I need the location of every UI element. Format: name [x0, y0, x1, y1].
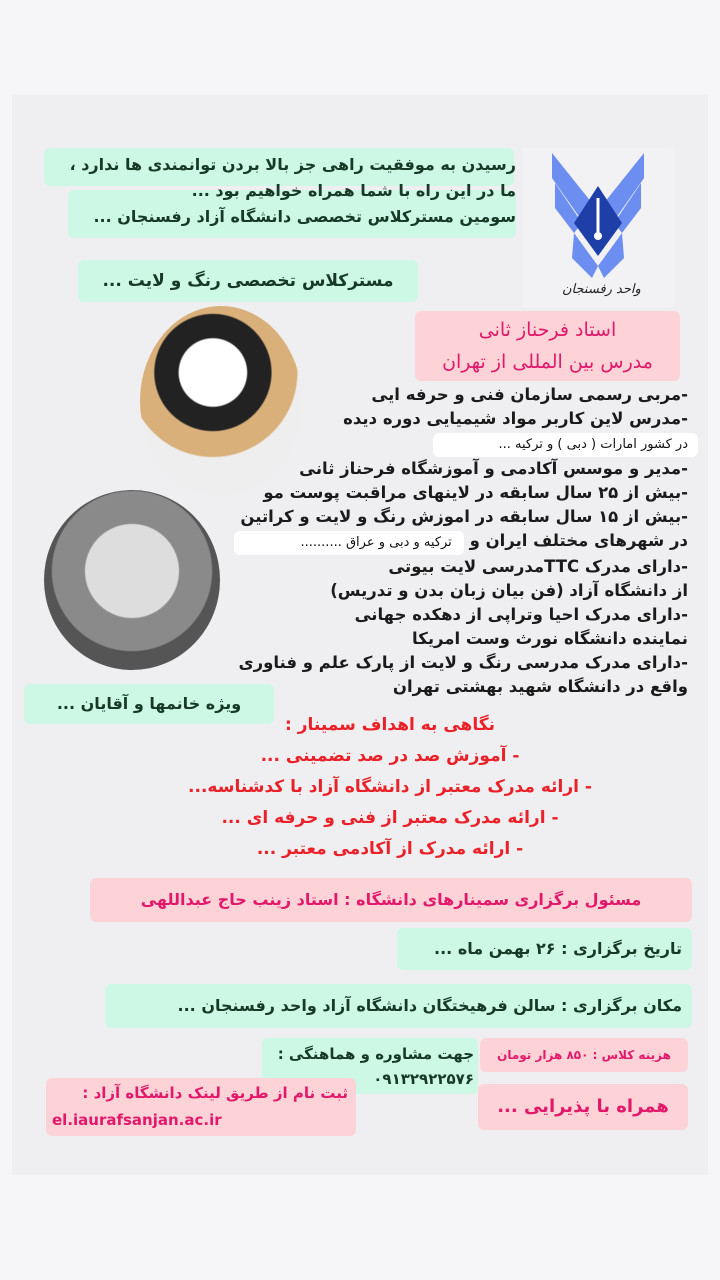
credential-item: -دارای مدرک مدرسی رنگ و لایت از پارک علم و فناوری [238, 653, 688, 672]
venue-box: مکان برگزاری : سالن فرهیختگان دانشگاه آزاد واحد رفسنجان ... [105, 984, 692, 1028]
hair-brushes-photo [44, 490, 220, 670]
goals-section [180, 710, 600, 865]
registration-link[interactable]: el.iaurafsanjan.ac.ir [52, 1111, 222, 1129]
intro-line-2: ما در این راه با شما همراه خواهیم بود ... [191, 181, 516, 200]
credential-item: -دارای مدرک TTCمدرسی لایت بیوتی [388, 557, 688, 576]
fee-box: هزینه کلاس : ۸۵۰ هزار تومان [480, 1038, 688, 1072]
credential-item: -دارای مدرک احیا وتراپی از دهکده جهانی [354, 605, 688, 624]
credential-item: -بیش از ۲۵ سال سابقه در لاینهای مراقبت پوست مو [263, 483, 688, 502]
intro-line-3: سومین مسترکلاس تخصصی دانشگاه آزاد رفسنجان ... [93, 207, 516, 226]
contact-phone[interactable]: ۰۹۱۳۲۹۲۲۵۷۶ [373, 1070, 474, 1088]
masterclass-title: مسترکلاس تخصصی رنگ و لایت ... [78, 260, 418, 302]
contact-label: جهت مشاوره و هماهنگی : [277, 1045, 474, 1063]
instructor-box [415, 311, 680, 381]
credential-item: -مدرس لاین کاربر مواد شیمیایی دوره دیده [343, 409, 688, 428]
goal-item: - ارائه مدرک از آکادمی معتبر ... [256, 839, 524, 859]
credential-item: -مدیر و موسس آکادمی و آموزشگاه فرحناز ثانی [299, 459, 688, 478]
welcome-box: همراه با پذیرایی ... [478, 1084, 688, 1130]
credential-item: در شهرهای مختلف ایران و [469, 531, 688, 550]
organizer-box: مسئول برگزاری سمینارهای دانشگاه : استاد زینب حاج عبداللهی [90, 878, 692, 922]
credential-item: -بیش از ۱۵ سال سابقه در اموزش رنگ و لایت و کراتین [240, 507, 688, 526]
university-logo [522, 148, 674, 308]
credential-item: -مربی رسمی سازمان فنی و حرفه ایی [371, 385, 688, 404]
instructor-title: مدرس بین المللی از تهران [442, 351, 653, 373]
credential-item: نماینده دانشگاه نورث وست امریکا [412, 629, 688, 648]
instructor-name: استاد فرحناز ثانی [478, 319, 617, 341]
goal-item: - آموزش صد در صد تضمینی ... [260, 746, 520, 766]
registration-label: ثبت نام از طریق لینک دانشگاه آزاد : [82, 1084, 348, 1102]
goal-item: - ارائه مدرک معتبر از دانشگاه آزاد با کدشناسه... [188, 777, 592, 797]
goals-title: نگاهی به اهداف سمینار : [285, 715, 495, 735]
audience-badge: ویژه خانمها و آقایان ... [24, 684, 274, 724]
date-box: تاریخ برگزاری : ۲۶ بهمن ماه ... [397, 928, 692, 970]
logo-caption: واحد رفسنجان [562, 282, 641, 297]
intro-line-1: رسیدن به موفقیت راهی جز بالا بردن توانمندی ها ندارد ، [69, 155, 516, 174]
credentials-list [234, 383, 688, 699]
credential-item: ترکیه و دبی و عراق .......... [234, 531, 464, 555]
credential-item: از دانشگاه آزاد (فن بیان زبان بدن و تدریس) [330, 581, 688, 600]
registration-box [46, 1078, 356, 1136]
credential-item: در کشور امارات ( دبی ) و ترکیه ... [433, 433, 698, 457]
goal-item: - ارائه مدرک معتبر از فنی و حرفه ای ... [221, 808, 559, 828]
credential-item: واقع در دانشگاه شهید بهشتی تهران [392, 677, 688, 696]
